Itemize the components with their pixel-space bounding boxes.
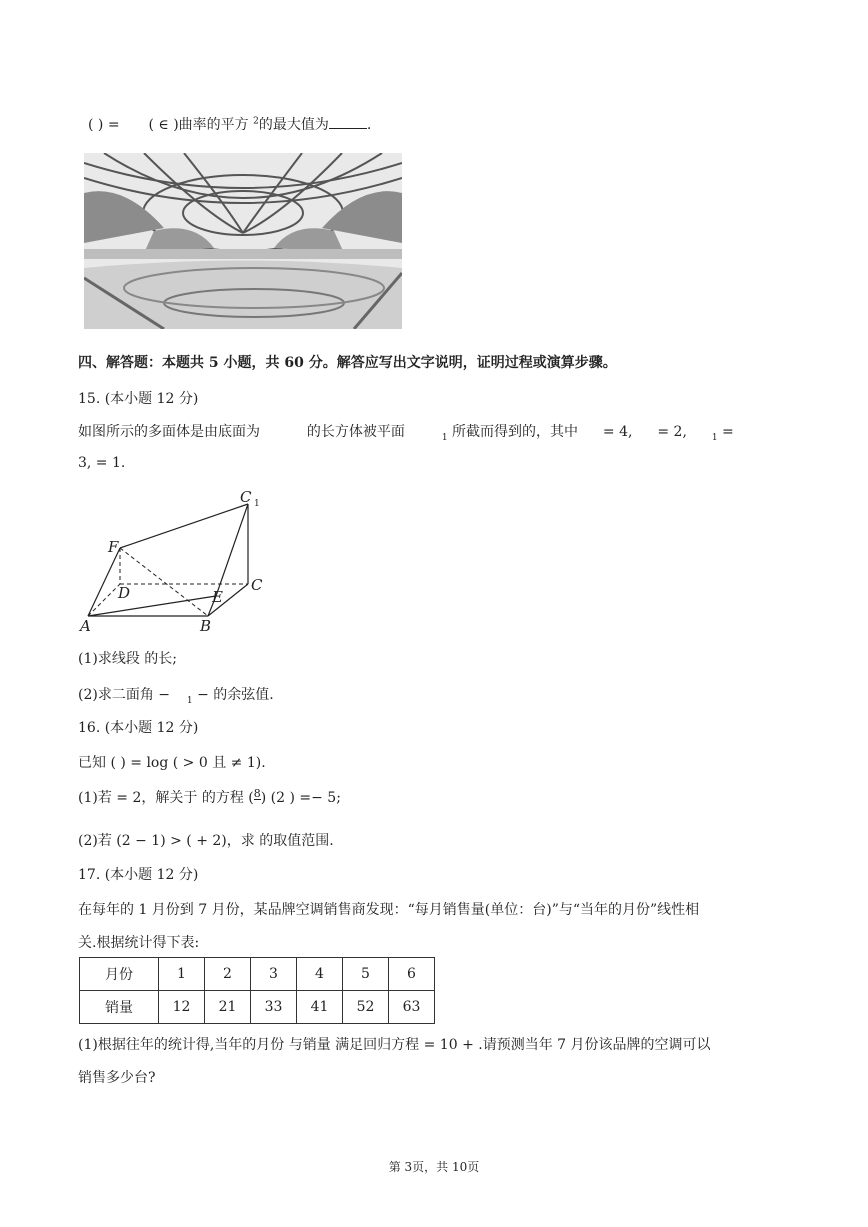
- q15-statement-line2: 3, = 1.: [78, 455, 126, 471]
- q17-number: 17. (本小题 12 分): [78, 867, 199, 883]
- label-C1-sub: 1: [254, 499, 260, 509]
- table-cell: 12: [159, 991, 205, 1024]
- table-cell: 63: [389, 991, 435, 1024]
- table-cell: 21: [205, 991, 251, 1024]
- q15-statement-line1: [78, 421, 734, 443]
- q14-func: ( ) =: [88, 117, 120, 133]
- q15-t6: =: [722, 424, 734, 440]
- architecture-photo-svg: [84, 153, 402, 329]
- frac-den: [254, 799, 261, 808]
- q17-statement-line2: 关.根据统计得下表:: [78, 935, 200, 951]
- q17-part1-line1: (1)根据往年的统计得,当年的月份 与销量 满足回归方程 = 10 + .请预测当年 7 月份该品牌的空调可以: [78, 1037, 711, 1053]
- q15-part2-a: (2)求二面角 −: [78, 687, 171, 703]
- q15-t3: 所截而得到的，其中: [452, 424, 578, 440]
- section-4-title: 四、解答题：本题共 5 小题，共 60 分。解答应写出文字说明，证明过程或演算步骤。: [78, 355, 617, 371]
- table-cell: 1: [159, 958, 205, 991]
- label-E: E: [212, 588, 223, 606]
- q15-sub2: 1: [711, 432, 718, 443]
- answer-blank: [329, 116, 367, 129]
- q15-part1: (1)求线段 的长;: [78, 651, 177, 667]
- label-D: D: [118, 584, 131, 602]
- label-C1: C: [240, 488, 252, 506]
- polyhedron-figure: [76, 486, 276, 636]
- q15-part2-sub: 1: [186, 695, 193, 706]
- page-footer: 第 3页，共 10页: [388, 1160, 480, 1174]
- table-cell: 6: [389, 958, 435, 991]
- frac-num: 8: [253, 787, 261, 800]
- table-cell: 5: [343, 958, 389, 991]
- q17-statement-line1: 在每年的 1 月份到 7 月份，某品牌空调销售商发现：“每月销售量(单位：台)”与“当年的月份”线性相: [78, 902, 700, 918]
- q15-number: 15. (本小题 12 分): [78, 391, 199, 407]
- q15-t1: 如图所示的多面体是由底面为: [78, 424, 260, 440]
- table-cell: 4: [297, 958, 343, 991]
- q14-curvature: ( ∈ )曲率的平方: [148, 117, 249, 133]
- label-C: C: [251, 576, 263, 594]
- table-cell: 41: [297, 991, 343, 1024]
- q15-part2-b: − 的余弦值.: [197, 687, 274, 703]
- q15-t5: = 2,: [657, 424, 687, 440]
- table-cell: 3: [251, 958, 297, 991]
- q15-sub1: 1: [441, 432, 448, 443]
- q16-statement: 已知 ( ) = log ( > 0 且 ≠ 1).: [78, 755, 266, 771]
- q17-part1-line2: 销售多少台?: [78, 1070, 156, 1086]
- edge-FB: [120, 548, 208, 616]
- q14-max: 的最大值为: [258, 117, 329, 133]
- q16-fraction: [254, 788, 261, 808]
- q15-part2: [78, 684, 274, 706]
- table-cell: 2: [205, 958, 251, 991]
- table-row: [80, 991, 435, 1024]
- q16-part1-b: ) (2 ) =− 5;: [260, 790, 341, 806]
- edge-C1E: [216, 504, 248, 596]
- q15-t2: 的长方体被平面: [306, 424, 405, 440]
- label-F: F: [108, 538, 119, 556]
- q16-part1: [78, 787, 341, 808]
- edge-AF: [88, 548, 120, 616]
- edge-FC1: [120, 504, 248, 548]
- q14-sup: 2: [253, 116, 259, 127]
- sales-table: [79, 957, 435, 1024]
- table-cell: 33: [251, 991, 297, 1024]
- table-header-month: 月份: [80, 958, 159, 991]
- q16-part1-a: (1)若 = 2，解关于 的方程 (: [78, 790, 254, 806]
- q16-number: 16. (本小题 12 分): [78, 720, 199, 736]
- architecture-photo: [84, 153, 402, 329]
- label-A: A: [80, 617, 91, 635]
- table-header-sales: 销量: [80, 991, 159, 1024]
- q14-period: .: [366, 117, 372, 133]
- q14-tail-line: [88, 114, 371, 134]
- edge-AE: [88, 596, 216, 616]
- table-cell: 52: [343, 991, 389, 1024]
- table-row: [80, 958, 435, 991]
- q15-t4: = 4,: [602, 424, 633, 440]
- label-B: B: [200, 617, 212, 635]
- q16-part2: (2)若 (2 − 1) > ( + 2)，求 的取值范围.: [78, 833, 334, 849]
